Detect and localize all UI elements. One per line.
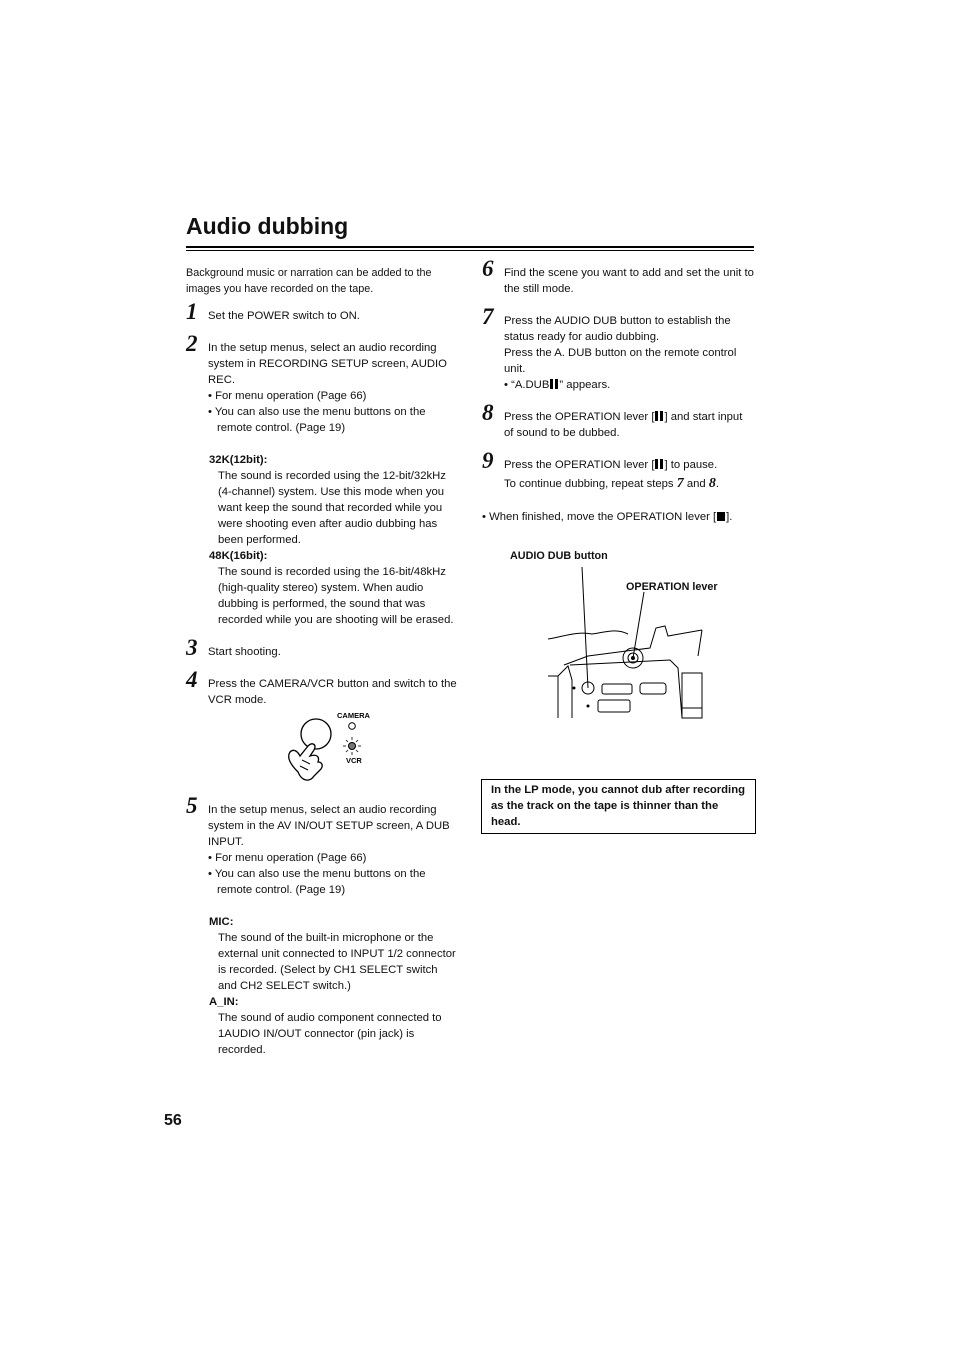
option-desc: The sound is recorded using the 12-bit/32kHz (4-channel) system. Use this mode when you want keep the sound that recorded while you were shooting even after audio dubbing has been performed. xyxy=(218,470,446,546)
camcorder-figure xyxy=(510,548,730,723)
step-number: 7 xyxy=(482,304,494,329)
step-text xyxy=(504,457,754,473)
step-text: Press the CAMERA/VCR button and switch to the VCR mode. xyxy=(208,678,457,706)
step-text: Start shooting. xyxy=(208,646,281,658)
step-number: 1 xyxy=(186,299,198,324)
step-text-2: Press the A. DUB button on the remote control unit. xyxy=(504,347,737,375)
bullet: • For menu operation (Page 66) xyxy=(208,852,367,864)
step-8 xyxy=(482,400,754,441)
option-heading: 48K(16bit): xyxy=(209,550,268,562)
option-block xyxy=(186,452,458,628)
step-9 xyxy=(482,448,754,492)
option-desc: The sound of audio component connected to 1AUDIO IN/OUT connector (pin jack) is recorded. xyxy=(218,1012,442,1056)
step-ref: 7 xyxy=(676,476,684,491)
step-number: 8 xyxy=(482,400,494,425)
option-desc: The sound of the built-in microphone or the external unit connected to INPUT 1/2 connector is recorded. (Select by CH1 SELECT switch and CH2 SELECT switch.) xyxy=(218,932,456,992)
step-text: In the setup menus, select an audio recording system in the AV IN/OUT SETUP screen, A DUB INPUT. xyxy=(208,804,450,848)
step-continue xyxy=(504,476,754,492)
text-part: • When finished, move the OPERATION lever [ xyxy=(482,511,717,523)
camera-vcr-illustration xyxy=(186,708,458,802)
option-heading: A_IN: xyxy=(209,996,239,1008)
step-1 xyxy=(186,299,458,324)
bullet-text: ” appears. xyxy=(559,379,611,391)
finish-note xyxy=(482,509,754,525)
text-part: Press the OPERATION lever [ xyxy=(504,459,655,471)
title-rule xyxy=(186,246,754,248)
step-text: In the setup menus, select an audio recording system in RECORDING SETUP screen, AUDIO REC. xyxy=(208,342,447,386)
text-part: and xyxy=(683,478,709,490)
pause-icon xyxy=(655,459,663,469)
right-column xyxy=(482,256,754,525)
audio-dub-label: AUDIO DUB button xyxy=(510,550,608,562)
pause-icon xyxy=(655,411,663,421)
step-4 xyxy=(186,667,458,708)
option-desc: The sound is recorded using the 16-bit/48kHz (high-quality stereo) system. When audio dubbing is performed, the sound that was recorded while you are shooting will be erased. xyxy=(218,566,454,626)
step-number: 3 xyxy=(186,635,198,660)
text-part: Press the OPERATION lever [ xyxy=(504,411,655,423)
step-text xyxy=(504,409,754,441)
step-2 xyxy=(186,331,458,436)
camera-vcr-figure xyxy=(186,708,458,802)
step-number: 5 xyxy=(186,793,198,818)
bullet: • You can also use the menu buttons on the remote control. (Page 19) xyxy=(208,868,426,896)
option-block xyxy=(186,914,458,1058)
bullet-text: • “A.DUB xyxy=(504,379,550,391)
step-6 xyxy=(482,256,754,297)
text-part: ]. xyxy=(726,511,733,523)
step-text: Set the POWER switch to ON. xyxy=(208,310,360,322)
option-heading: MIC: xyxy=(209,916,234,928)
pause-icon xyxy=(550,379,558,389)
note-box: In the LP mode, you cannot dub after recording as the track on the tape is thinner than the head. xyxy=(481,779,756,834)
text-part: . xyxy=(715,478,719,490)
step-number: 2 xyxy=(186,331,198,356)
step-number: 4 xyxy=(186,667,198,692)
text-part: ] and start input of sound to be dubbed. xyxy=(504,411,743,439)
bullet: • For menu operation (Page 66) xyxy=(208,390,367,402)
intro-text: Background music or narration can be added to the images you have recorded on the tape. xyxy=(186,267,432,295)
step-ref: 8 xyxy=(708,476,716,491)
camcorder-illustration xyxy=(510,548,730,723)
title-rule-thin xyxy=(186,250,754,251)
operation-label: OPERATION lever xyxy=(626,581,718,593)
step-3 xyxy=(186,635,458,660)
page-title: Audio dubbing xyxy=(186,213,349,239)
step-5 xyxy=(186,793,458,898)
bullet: • You can also use the menu buttons on the remote control. (Page 19) xyxy=(208,406,426,434)
vcr-label: VCR xyxy=(346,756,362,765)
text-part: ] to pause. xyxy=(664,459,718,471)
stop-icon xyxy=(717,512,725,521)
camera-label: CAMERA xyxy=(337,711,370,720)
text-part: To continue dubbing, repeat steps xyxy=(504,478,677,490)
step-text: Find the scene you want to add and set the unit to the still mode. xyxy=(504,267,754,295)
page-number: 56 xyxy=(164,1112,182,1129)
step-number: 9 xyxy=(482,448,494,473)
bullet xyxy=(504,377,754,393)
step-number: 6 xyxy=(482,256,494,281)
step-7 xyxy=(482,304,754,393)
step-text: Press the AUDIO DUB button to establish the status ready for audio dubbing. xyxy=(504,315,731,343)
left-column xyxy=(186,265,458,1058)
option-heading: 32K(12bit): xyxy=(209,454,268,466)
